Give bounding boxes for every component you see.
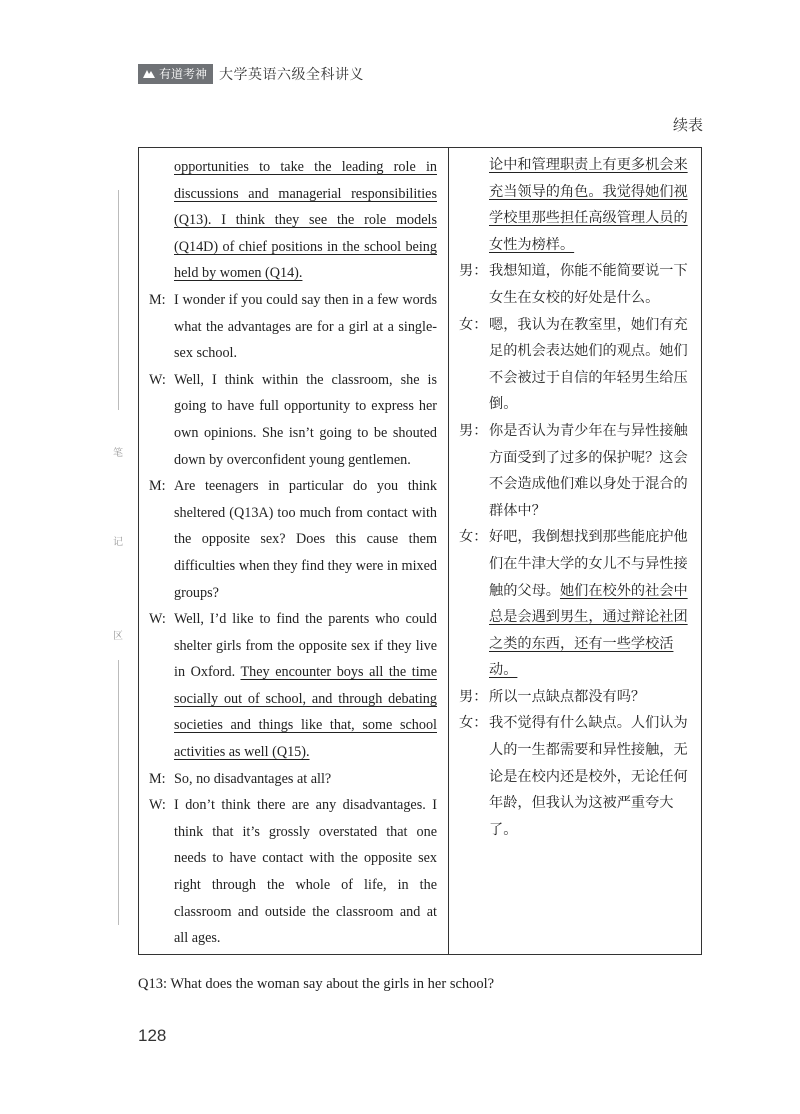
chinese-turn [459, 152, 699, 258]
english-turn [149, 766, 437, 793]
turn-text [489, 710, 699, 843]
speaker-label: 男： [459, 263, 488, 280]
speaker-label: 女： [459, 316, 488, 333]
speaker-label: 女： [459, 529, 488, 546]
text-segment: 嗯，我认为在教室里，她们有充足的机会表达她们的观点。她们不会被过于自信的年轻男生给压倒。 [489, 316, 688, 413]
text-segment: I don’t think there are any disadvantages. I think that it’s grossly overstated that one needs to have contact with the opposite sex right through the whole of life, in the classroom and outside the classroom and at all ages. [174, 797, 437, 947]
brand-logo-icon [142, 67, 156, 81]
text-segment: Well, I think within the classroom, she is going to have full opportunity to express her own opinions. She isn’t going to be shouted down by overconfident young gentlemen. [174, 371, 437, 468]
english-turn [149, 287, 437, 367]
speaker-label: W: [149, 611, 166, 628]
english-turn [149, 154, 437, 287]
margin-line-bottom [118, 660, 119, 925]
turn-text [489, 312, 699, 418]
underlined-answer-text: 论中和管理职责上有更多机会来充当领导的角色。我觉得她们视学校里那些担任高级管理人员的女性为榜样。 [489, 157, 688, 253]
speaker-label: 男： [459, 688, 488, 705]
speaker-label: M: [149, 291, 166, 308]
book-title: 大学英语六级全科讲义 [219, 67, 365, 83]
text-segment: 我不觉得有什么缺点。人们认为人的一生都需要和异性接触，无论是在校内还是校外，无论任何年龄，但我认为这被严重夸大了。 [489, 715, 688, 838]
speaker-label: 男： [459, 422, 488, 439]
turn-text [174, 287, 437, 367]
speaker-label: M: [149, 770, 166, 787]
text-segment: So, no disadvantages at all? [174, 770, 332, 787]
english-turn [149, 606, 437, 766]
chinese-turn [459, 710, 699, 843]
brand-name: 有道考神 [159, 67, 208, 81]
text-segment: 好吧，我倒想找到那些能庇护他们在牛津大学的女儿不与异性接触的父母。 [489, 529, 688, 599]
column-divider [448, 148, 449, 954]
turn-text [174, 792, 437, 952]
text-segment: 我想知道，你能不能简要说一下女生在女校的好处是什么。 [489, 263, 688, 306]
speaker-label: M: [149, 478, 166, 495]
text-segment: Are teenagers in particular do you think sheltered (Q13A) too much from contact with the opposite sex? Does this cause them difficulties when they find they were in mixed groups? [174, 478, 437, 601]
english-turn [149, 792, 437, 952]
question-q13: Q13: What does the woman say about the girls in her school? [138, 976, 495, 992]
speaker-label: 女： [459, 715, 488, 732]
turn-text [489, 684, 699, 711]
margin-note-char-3: 区 [113, 631, 123, 642]
underlined-answer-text: They encounter boys all the time socially out of school, and through debating societies and things like that, some school activities as well (Q15). [174, 664, 437, 761]
margin-note-char-2: 记 [113, 537, 123, 548]
margin-note-char-1: 笔 [113, 448, 123, 459]
text-segment: I wonder if you could say then in a few words what the advantages are for a girl at a single- sex school. [174, 291, 437, 362]
speaker-label [149, 154, 174, 287]
chinese-turn [459, 418, 699, 524]
turn-text [489, 152, 699, 258]
page-header [138, 64, 364, 84]
margin-line-top [118, 190, 119, 410]
text-segment: 你是否认为青少年在与异性接触方面受到了过多的保护呢？这会不会造成他们难以身处于混合的群体中？ [489, 422, 688, 519]
turn-text [489, 524, 699, 684]
underlined-answer-text: 她们在校外的社会中总是会遇到男生，通过辩论社团之类的东西，还有一些学校活动。 [489, 582, 688, 679]
turn-text [174, 473, 437, 606]
turn-text [489, 418, 699, 524]
text-segment: Well, I’d like to find the parents who could shelter girls from the opposite sex if they live in Oxford. [174, 611, 437, 681]
english-turn [149, 367, 437, 473]
transcript-table [138, 147, 702, 955]
page-number: 128 [138, 1026, 167, 1045]
turn-text [489, 258, 699, 311]
turn-text [174, 154, 437, 287]
chinese-transcript-column [459, 152, 699, 843]
speaker-label: W: [149, 371, 166, 388]
text-segment: 所以一点缺点都没有吗？ [489, 688, 646, 705]
speaker-label: W: [149, 797, 166, 814]
english-turn [149, 473, 437, 606]
turn-text [174, 766, 437, 793]
continued-label: 续表 [672, 116, 703, 134]
chinese-turn [459, 312, 699, 418]
english-transcript-column [149, 154, 437, 952]
brand-badge [138, 64, 213, 84]
turn-text [174, 367, 437, 473]
turn-text [174, 606, 437, 766]
underlined-answer-text: opportunities to take the leading role in discussions and managerial responsibilities (Q13). I think they see the role models (Q14D) of chief positions in the school being held by women (Q14). [174, 159, 437, 282]
speaker-label [459, 152, 489, 258]
chinese-turn [459, 258, 699, 311]
chinese-turn [459, 524, 699, 684]
chinese-turn [459, 684, 699, 711]
